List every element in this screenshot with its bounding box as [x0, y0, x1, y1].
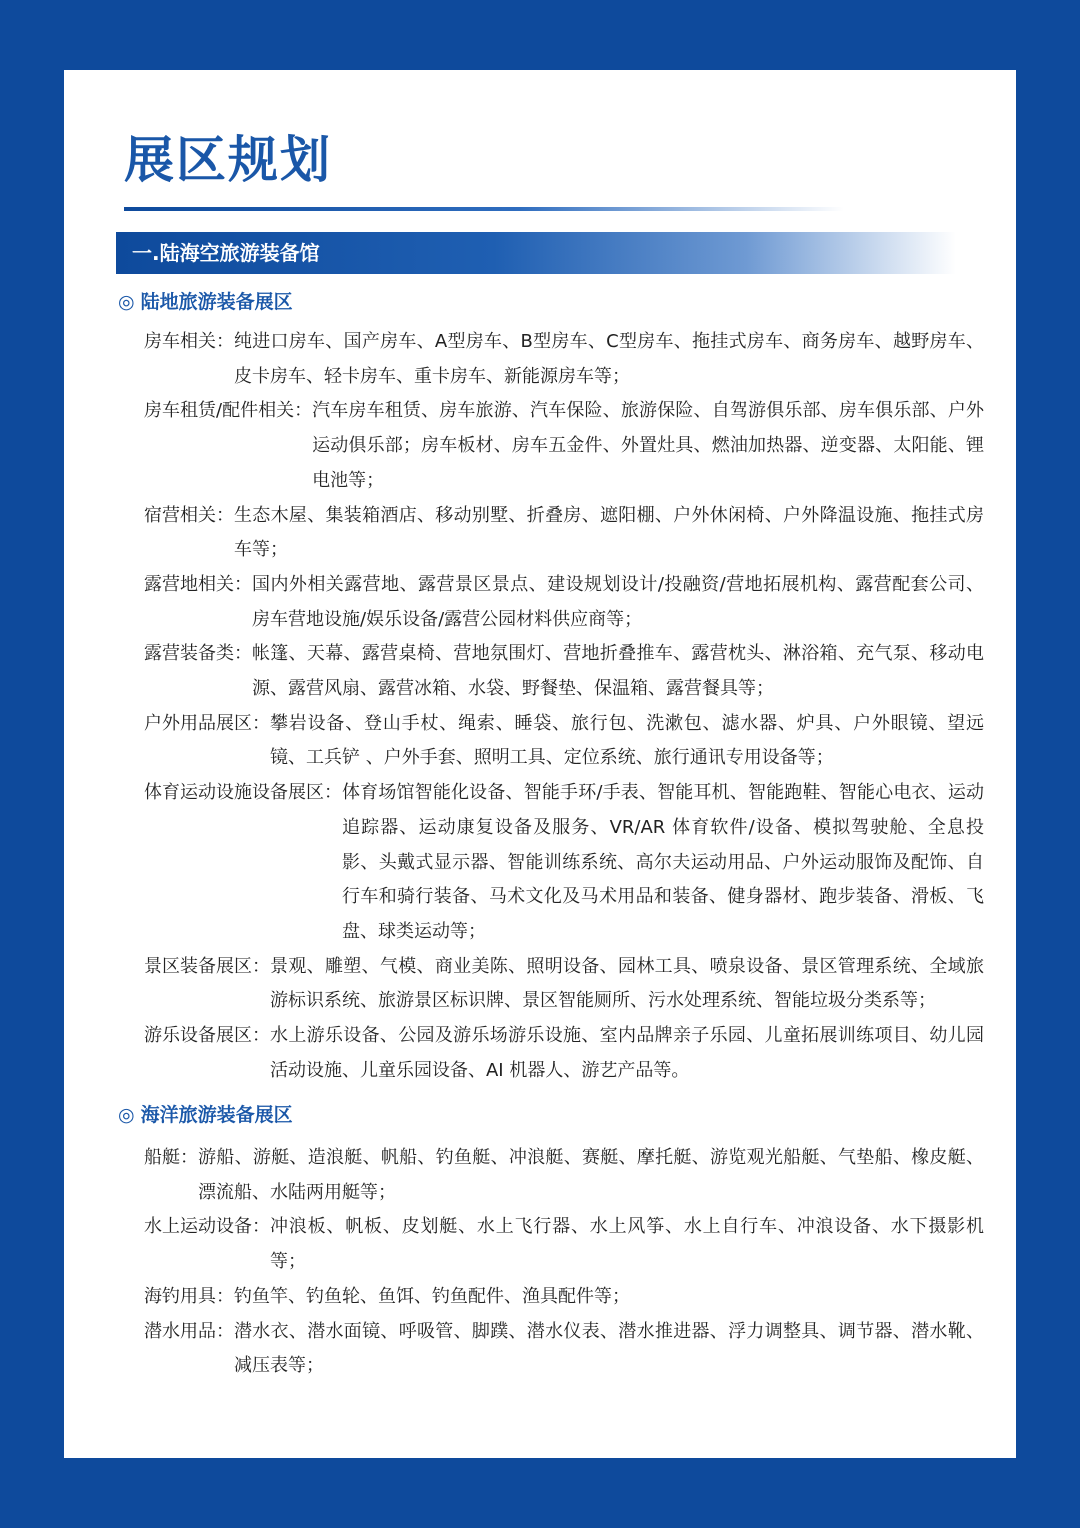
- item-label: 露营装备类：: [144, 643, 252, 665]
- list-item: [144, 776, 984, 950]
- zone-title-land: [118, 289, 293, 315]
- list-item: [144, 1210, 984, 1279]
- list-item: [144, 325, 984, 394]
- circle-marker-icon: ◎: [118, 291, 135, 313]
- item-text: 景观、雕塑、气模、商业美陈、照明设备、园林工具、喷泉设备、景区管理系统、全域旅游标识系统、旅游景区标识牌、景区智能厕所、污水处理系统、智能垃圾分类系等；: [270, 955, 984, 1012]
- list-item: [144, 637, 984, 706]
- item-text: 潜水衣、潜水面镜、呼吸管、脚蹼、潜水仪表、潜水推进器、浮力调整具、调节器、潜水靴、减压表等；: [234, 1320, 984, 1377]
- item-label: 游乐设备展区：: [144, 1025, 270, 1047]
- item-label: 房车相关：: [144, 331, 234, 352]
- item-text: 纯进口房车、国产房车、A型房车、B型房车、C型房车、拖挂式房车、商务房车、越野房车、皮卡房车、轻卡房车、重卡房车、新能源房车等；: [234, 331, 984, 387]
- zone-title-ocean: [118, 1102, 293, 1128]
- list-item: [144, 499, 984, 568]
- content-card: [64, 70, 1016, 1458]
- item-text: 钓鱼竿、钓鱼轮、鱼饵、钓鱼配件、渔具配件等；: [234, 1285, 630, 1307]
- list-item: [144, 950, 984, 1019]
- list-item: [144, 1019, 984, 1088]
- item-label: 露营地相关：: [144, 573, 252, 595]
- list-item: [144, 707, 984, 776]
- item-label: 宿营相关：: [144, 504, 234, 526]
- item-text: 生态木屋、集装箱酒店、移动别墅、折叠房、遮阳棚、户外休闲椅、户外降温设施、拖挂式房车等；: [234, 504, 984, 561]
- item-label: 户外用品展区：: [144, 712, 270, 734]
- hall-header-bar: [116, 232, 956, 274]
- item-label: 水上运动设备：: [144, 1216, 270, 1238]
- circle-marker-icon: ◎: [118, 1104, 135, 1126]
- item-text: 帐篷、天幕、露营桌椅、营地氛围灯、营地折叠推车、露营枕头、淋浴箱、充气泵、移动电源、露营风扇、露营冰箱、水袋、野餐垫、保温箱、露营餐具等；: [252, 643, 984, 700]
- item-label: 船艇：: [144, 1147, 198, 1168]
- item-label: 房车租赁/配件相关：: [144, 400, 313, 422]
- zone-ocean-list: [144, 1141, 984, 1384]
- list-item: [144, 1315, 984, 1384]
- item-text: 水上游乐设备、公园及游乐场游乐设施、室内品牌亲子乐园、儿童拓展训练项目、幼儿园活动设施、儿童乐园设备、AI 机器人、游艺产品等。: [270, 1025, 984, 1081]
- item-label: 体育运动设施设备展区：: [144, 782, 342, 804]
- item-label: 海钓用具：: [144, 1285, 234, 1307]
- item-text: 汽车房车租赁、房车旅游、汽车保险、旅游保险、自驾游俱乐部、房车俱乐部、户外运动俱乐部；房车板材、房车五金件、外置灶具、燃油加热器、逆变器、太阳能、锂电池等；: [312, 400, 984, 491]
- list-item: [144, 568, 984, 637]
- item-text: 国内外相关露营地、露营景区景点、建设规划设计/投融资/营地拓展机构、露营配套公司、房车营地设施/娱乐设备/露营公园材料供应商等；: [252, 573, 984, 630]
- list-item: [144, 1280, 984, 1315]
- list-item: [144, 1141, 984, 1210]
- item-text: 体育场馆智能化设备、智能手环/手表、智能耳机、智能跑鞋、智能心电衣、运动追踪器、运动康复设备及服务、VR/AR 体育软件/设备、模拟驾驶舱、全息投影、头戴式显示器、智能训练系统、高尔夫运动用品、户外运动服饰及配饰、自行车和骑行装备、马术文化及马术用品和装备、健身器材、跑步装备、滑板、飞盘、球类运动等；: [342, 782, 984, 942]
- item-text: 冲浪板、帆板、皮划艇、水上飞行器、水上风筝、水上自行车、冲浪设备、水下摄影机等；: [270, 1216, 984, 1273]
- item-label: 潜水用品：: [144, 1320, 234, 1342]
- hall-title: 一.陆海空旅游装备馆: [132, 241, 320, 265]
- title-divider: [124, 207, 844, 211]
- item-text: 攀岩设备、登山手杖、绳索、睡袋、旅行包、洗漱包、滤水器、炉具、户外眼镜、望远镜、工兵铲 、户外手套、照明工具、定位系统、旅行通讯专用设备等；: [270, 712, 984, 769]
- page-title: 展区规划: [124, 131, 332, 189]
- zone-title-text: 海洋旅游装备展区: [140, 1104, 293, 1126]
- item-text: 游船、游艇、造浪艇、帆船、钓鱼艇、冲浪艇、赛艇、摩托艇、游览观光船艇、气垫船、橡皮艇、漂流船、水陆两用艇等；: [198, 1147, 984, 1203]
- list-item: [144, 394, 984, 498]
- zone-land-list: [144, 325, 984, 1088]
- item-label: 景区装备展区：: [144, 955, 270, 977]
- zone-title-text: 陆地旅游装备展区: [140, 291, 293, 313]
